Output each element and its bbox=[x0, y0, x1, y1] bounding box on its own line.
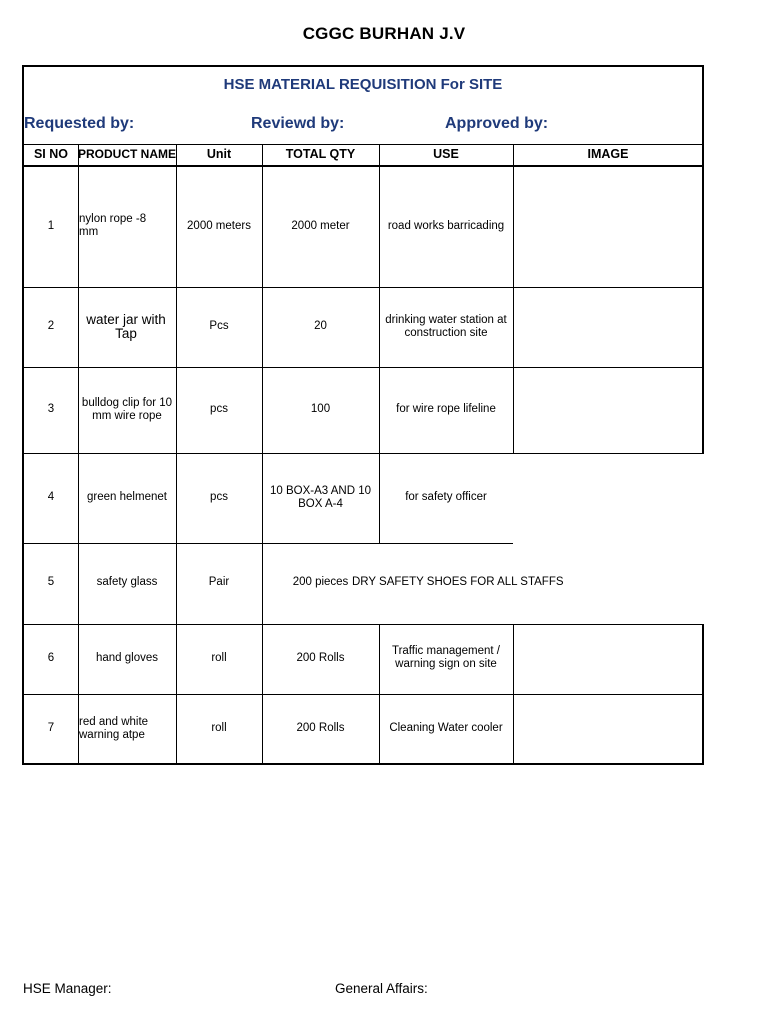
row7-qty: 200 Rolls bbox=[296, 722, 345, 734]
col-line-4a bbox=[379, 144, 380, 544]
approved-by-label: Approved by: bbox=[445, 115, 549, 132]
col-header-unit: Unit bbox=[206, 147, 232, 161]
row-line-1 bbox=[22, 287, 704, 288]
row5-qty: 200 pieces bbox=[292, 576, 349, 588]
row7-no: 7 bbox=[47, 722, 55, 734]
col-header-si-no: SI NO bbox=[33, 147, 69, 161]
row-line-5 bbox=[22, 624, 704, 625]
frame-top bbox=[22, 65, 704, 67]
company-name: CGGC BURHAN J.V bbox=[302, 24, 466, 43]
col-header-image: IMAGE bbox=[587, 147, 629, 161]
frame-right-upper bbox=[702, 65, 704, 454]
row5-use-clip bbox=[352, 570, 610, 594]
form-title: HSE MATERIAL REQUISITION For SITE bbox=[223, 76, 503, 93]
row1-unit: 2000 meters bbox=[187, 220, 251, 232]
row-line-3 bbox=[22, 453, 704, 454]
row5-product: safety glass bbox=[96, 576, 158, 588]
col-line-3 bbox=[262, 144, 263, 765]
requested-by-label: Requested by: bbox=[24, 115, 135, 132]
row4-qty: 10 BOX-A3 AND 10 BOX A-4 bbox=[270, 485, 371, 510]
row3-unit: pcs bbox=[210, 403, 228, 415]
col-line-5a bbox=[513, 144, 514, 454]
row2-qty: 20 bbox=[314, 320, 327, 332]
row1-no: 1 bbox=[47, 220, 55, 232]
row6-no: 6 bbox=[47, 652, 55, 664]
header-bottom-line bbox=[22, 165, 704, 167]
row1-qty: 2000 meter bbox=[291, 220, 350, 232]
requisition-form bbox=[22, 65, 704, 765]
row6-product: hand gloves bbox=[95, 652, 159, 664]
row2-unit: Pcs bbox=[209, 320, 229, 332]
row-line-4 bbox=[22, 543, 513, 544]
col-header-use: USE bbox=[433, 147, 459, 161]
row3-qty: 100 bbox=[310, 403, 331, 415]
row4-use: for safety officer bbox=[405, 491, 487, 503]
row2-product: water jar with Tap bbox=[86, 312, 166, 341]
row5-use: DRY SAFETY SHOES FOR ALL STAFFS bbox=[352, 576, 564, 588]
col-line-5b bbox=[513, 624, 514, 765]
row2-no: 2 bbox=[47, 320, 55, 332]
row6-qty: 200 Rolls bbox=[296, 652, 345, 664]
row4-no: 4 bbox=[47, 491, 55, 503]
row1-use: road works barricading bbox=[387, 220, 505, 232]
reviewed-by-label: Reviewd by: bbox=[251, 115, 345, 132]
row2-use: drinking water station at construction site bbox=[385, 314, 507, 339]
row6-use: Traffic management / warning sign on site bbox=[391, 645, 501, 670]
row-line-2 bbox=[22, 367, 704, 368]
col-header-product: PRODUCT NAME bbox=[78, 147, 176, 161]
col-header-qty: TOTAL QTY bbox=[285, 147, 356, 161]
col-line-4b bbox=[379, 624, 380, 765]
general-affairs-label: General Affairs: bbox=[335, 981, 428, 996]
row7-use: Cleaning Water cooler bbox=[389, 722, 503, 734]
frame-bottom bbox=[22, 763, 704, 765]
row4-unit: pcs bbox=[210, 491, 228, 503]
row-line-6 bbox=[22, 694, 704, 695]
row3-no: 3 bbox=[47, 403, 55, 415]
row7-product: red and white warning atpe bbox=[79, 716, 149, 741]
hse-manager-label: HSE Manager: bbox=[23, 981, 112, 996]
row1-product: nylon rope -8 mm bbox=[79, 213, 147, 238]
row5-no: 5 bbox=[47, 576, 55, 588]
row6-unit: roll bbox=[211, 652, 227, 664]
col-line-2 bbox=[176, 144, 177, 765]
header-top-line bbox=[22, 144, 704, 145]
row5-unit: Pair bbox=[208, 576, 230, 588]
row3-use: for wire rope lifeline bbox=[396, 403, 496, 415]
row3-product: bulldog clip for 10 mm wire rope bbox=[81, 397, 173, 422]
row7-unit: roll bbox=[211, 722, 227, 734]
row4-product: green helmenet bbox=[87, 491, 167, 503]
